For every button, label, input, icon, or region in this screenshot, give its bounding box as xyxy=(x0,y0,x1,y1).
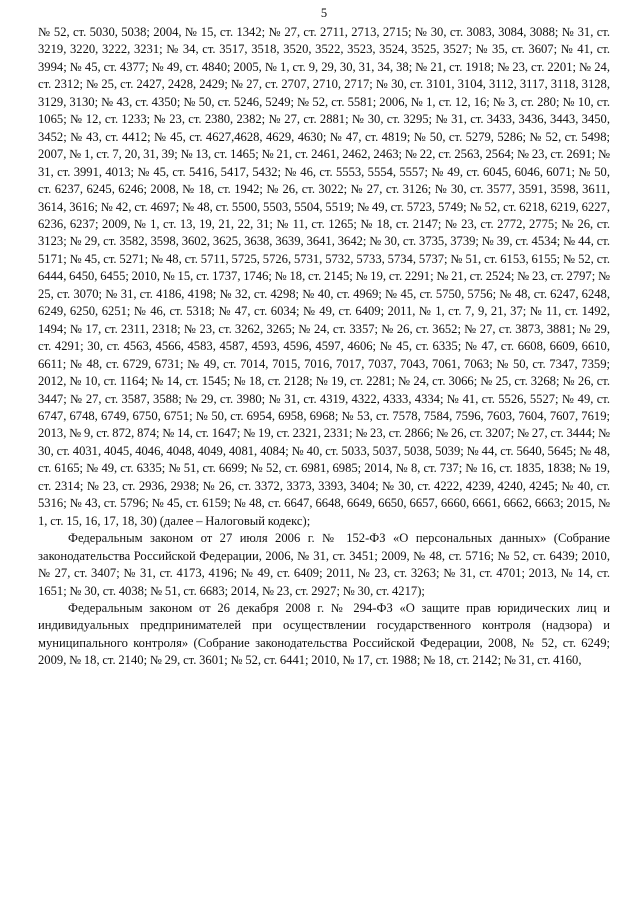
document-body xyxy=(38,24,610,670)
paragraph-tax-code-references: № 52, ст. 5030, 5038; 2004, № 15, ст. 1342; № 27, ст. 2711, 2713, 2715; № 30, ст. 3083, 3084, 3088; № 31, ст. 3219, 3220, 3222, 3231; № 34, ст. 3517, 3518, 3520, 3522, 3523, 3524, 3525, 3527; № 35, ст. 3607; № 41, ст. 3994; № 45, ст. 4377; № 49, ст. 4840; 2005, № 1, ст. 9, 29, 30, 31, 34, 38; № 21, ст. 1918; № 23, ст. 2201; № 24, ст. 2312; № 25, ст. 2427, 2428, 2429; № 27, ст. 2707, 2710, 2717; № 30, ст. 3101, 3104, 3112, 3117, 3118, 3128, 3129, 3130; № 43, ст. 4350; № 50, ст. 5246, 5249; № 52, ст. 5581; 2006, № 1, ст. 12, 16; № 3, ст. 280; № 10, ст. 1065; № 12, ст. 1233; № 23, ст. 2380, 2382; № 27, ст. 2881; № 30, ст. 3295; № 31, ст. 3433, 3436, 3443, 3450, 3452; № 43, ст. 4412; № 45, ст. 4627,4628, 4629, 4630; № 47, ст. 4819; № 50, ст. 5279, 5286; № 52, ст. 5498; 2007, № 1, ст. 7, 20, 31, 39; № 13, ст. 1465; № 21, ст. 2461, 2462, 2463; № 22, ст. 2563, 2564; № 23, ст. 2691; № 31, ст. 3991, 4013; № 45, ст. 5416, 5417, 5432; № 46, ст. 5553, 5554, 5557; № 49, ст. 6045, 6046, 6071; № 50, ст. 6237, 6245, 6246; 2008, № 18, ст. 1942; № 26, ст. 3022; № 27, ст. 3126; № 30, ст. 3577, 3591, 3598, 3611, 3614, 3616; № 42, ст. 4697; № 48, ст. 5500, 5503, 5504, 5519; № 49, ст. 5723, 5749; № 52, ст. 6218, 6219, 6227, 6236, 6237; 2009, № 1, ст. 13, 19, 21, 22, 31; № 11, ст. 1265; № 18, ст. 2147; № 23, ст. 2772, 2775; № 26, ст. 3123; № 29, ст. 3582, 3598, 3602, 3625, 3638, 3639, 3641, 3642; № 30, ст. 3735, 3739; № 39, ст. 4534; № 44, ст. 5171; № 45, ст. 5271; № 48, ст. 5711, 5725, 5726, 5731, 5732, 5733, 5734, 5737; № 51, ст. 6153, 6155; № 52, ст. 6444, 6450, 6455; 2010, № 15, ст. 1737, 1746; № 18, ст. 2145; № 19, ст. 2291; № 21, ст. 2524; № 23, ст. 2797; № 25, ст. 3070; № 31, ст. 4186, 4198; № 32, ст. 4298; № 40, ст. 4969; № 45, ст. 5750, 5756; № 48, ст. 6247, 6248, 6249, 6250, 6251; № 46, ст. 5318; № 47, ст. 6034; № 49, ст. 6409; 2011, № 1, ст. 7, 9, 21, 37; № 11, ст. 1492, 1494; № 17, ст. 2311, 2318; № 23, ст. 3262, 3265; № 24, ст. 3357; № 26, ст. 3652; № 27, ст. 3873, 3881; № 29, ст. 4291; 30, ст. 4563, 4566, 4583, 4587, 4593, 4596, 4597, 4606; № 45, ст. 6335; № 47, ст. 6608, 6609, 6610, 6611; № 48, ст. 6729, 6731; № 49, ст. 7014, 7015, 7016, 7017, 7037, 7043, 7061, 7063; № 50, ст. 7347, 7359; 2012, № 10, ст. 1164; № 14, ст. 1545; № 18, ст. 2128; № 19, ст. 2281; № 24, ст. 3066; № 25, ст. 3268; № 26, ст. 3447; № 27, ст. 3587, 3588; № 29, ст. 3980; № 31, ст. 4319, 4322, 4333, 4334; № 41, ст. 5526, 5527; № 49, ст. 6747, 6748, 6749, 6750, 6751; № 50, ст. 6954, 6958, 6968; № 53, ст. 7578, 7584, 7596, 7603, 7604, 7607, 7619; 2013, № 9, ст. 872, 874; № 14, ст. 1647; № 19, ст. 2321, 2331; № 23, ст. 2866; № 26, ст. 3207; № 27, ст. 3444; № 30, ст. 4031, 4045, 4046, 4048, 4049, 4081, 4084; № 40, ст. 5033, 5037, 5038, 5039; № 44, ст. 5640, 5645; № 48, ст. 6165; № 49, ст. 6335; № 51, ст. 6699; № 52, ст. 6981, 6985; 2014, № 8, ст. 737; № 16, ст. 1835, 1838; № 19, ст. 2314; № 23, ст. 2936, 2938; № 26, ст. 3372, 3373, 3393, 3404; № 30, ст. 4222, 4239, 4240, 4245; № 40, ст. 5316; № 43, ст. 5796; № 45, ст. 6159; № 48, ст. 6647, 6648, 6649, 6650, 6657, 6660, 6661, 6662, 6663; 2015, № 1, ст. 15, 16, 17, 18, 30) (далее – Налоговый кодекс); xyxy=(38,25,610,528)
paragraph-rights-protection-law: Федеральным законом от 26 декабря 2008 г. № 294-ФЗ «О защите прав юридических лиц и индивидуальных предпринимателей при осуществлении государственного контроля (надзора) и муниципального контроля» (Собрание законодательства Российской Федерации, 2008, № 52, ст. 6249; 2009, № 18, ст. 2140; № 29, ст. 3601; № 52, ст. 6441; 2010, № 17, ст. 1988; № 18, ст. 2142; № 31, ст. 4160, xyxy=(38,600,610,668)
paragraph-personal-data-law: Федеральным законом от 27 июля 2006 г. № 152-ФЗ «О персональных данных» (Собрание законодательства Российской Федерации, 2006, № 31, ст. 3451; 2009, № 48, ст. 5716; № 52, ст. 6439; 2010, № 27, ст. 3407; № 31, ст. 4173, 4196; № 49, ст. 6409; 2011, № 23, ст. 3263; № 31, ст. 4701; 2013, № 14, ст. 1651; № 30, ст. 4038; № 51, ст. 6683; 2014, № 23, ст. 2927; № 30, ст. 4217); xyxy=(38,531,610,598)
page-number: 5 xyxy=(320,6,328,20)
